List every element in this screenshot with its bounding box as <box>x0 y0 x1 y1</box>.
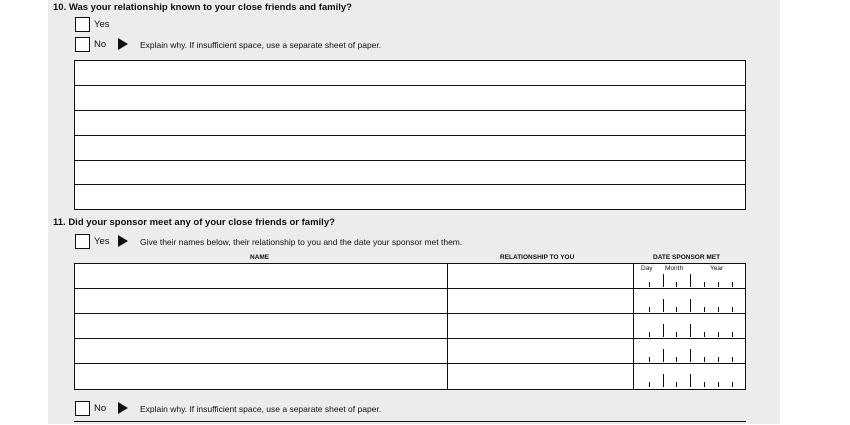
date-separator-tick <box>690 374 691 387</box>
date-separator-tick <box>663 274 664 287</box>
date-separator-tick <box>663 299 664 312</box>
date-digit-tick <box>649 332 650 337</box>
date-digit-tick <box>649 357 650 362</box>
date-tick-marks <box>75 264 747 391</box>
q10-yes-checkbox[interactable] <box>75 17 90 32</box>
date-digit-tick <box>732 382 733 387</box>
q11-yes-label: Yes <box>94 236 110 247</box>
date-digit-tick <box>704 332 705 337</box>
explain-line[interactable] <box>75 61 745 86</box>
date-digit-tick <box>718 307 719 312</box>
date-separator-tick <box>663 374 664 387</box>
date-digit-tick <box>676 332 677 337</box>
date-digit-tick <box>718 357 719 362</box>
date-digit-tick <box>649 282 650 287</box>
date-separator-tick <box>690 324 691 337</box>
explain-line[interactable] <box>75 161 745 185</box>
date-digit-tick <box>676 307 677 312</box>
q11-contacts-table <box>74 263 746 390</box>
date-digit-tick <box>704 282 705 287</box>
date-digit-tick <box>649 307 650 312</box>
date-digit-tick <box>732 357 733 362</box>
date-separator-tick <box>690 299 691 312</box>
date-digit-tick <box>718 282 719 287</box>
date-digit-tick <box>704 357 705 362</box>
date-digit-tick <box>649 382 650 387</box>
explain-line[interactable] <box>75 86 745 111</box>
q11-yes-checkbox[interactable] <box>75 234 90 249</box>
date-month-label: Month <box>665 265 684 272</box>
date-year-label: Year <box>710 265 724 272</box>
q11-explain-box-top <box>74 421 746 425</box>
date-digit-tick <box>704 382 705 387</box>
q11-no-checkbox[interactable] <box>75 401 90 416</box>
date-digit-tick <box>676 282 677 287</box>
date-digit-tick <box>704 307 705 312</box>
date-separator-tick <box>690 349 691 362</box>
explain-line[interactable] <box>75 111 745 136</box>
date-digit-tick <box>718 382 719 387</box>
date-digit-tick <box>718 332 719 337</box>
col-header-relationship: RELATIONSHIP TO YOU <box>500 254 575 261</box>
date-separator-tick <box>690 274 691 287</box>
date-separator-tick <box>663 324 664 337</box>
date-day-label: Day <box>641 265 653 272</box>
col-header-date: DATE SPONSOR MET <box>653 254 721 261</box>
arrow-right-icon <box>118 235 128 247</box>
q10-no-checkbox[interactable] <box>75 37 90 52</box>
q10-explain-box[interactable] <box>74 60 746 210</box>
date-digit-tick <box>676 382 677 387</box>
arrow-right-icon <box>118 38 128 50</box>
explain-line[interactable] <box>75 136 745 161</box>
q10-no-label: No <box>94 39 107 50</box>
q11-no-instruction: Explain why. If insufficient space, use a separate sheet of paper. <box>140 404 382 414</box>
date-digit-tick <box>732 332 733 337</box>
q10-no-instruction: Explain why. If insufficient space, use a separate sheet of paper. <box>140 40 382 50</box>
date-digit-tick <box>732 307 733 312</box>
arrow-right-icon <box>118 402 128 414</box>
question-11-title: 11. Did your sponsor meet any of your close friends or family? <box>53 217 335 228</box>
q10-yes-label: Yes <box>94 19 110 30</box>
date-separator-tick <box>663 349 664 362</box>
q11-no-label: No <box>94 403 107 414</box>
q11-yes-instruction: Give their names below, their relationship to you and the date your sponsor met them. <box>140 237 463 247</box>
date-digit-tick <box>732 282 733 287</box>
question-10-title: 10. Was your relationship known to your close friends and family? <box>53 2 352 13</box>
date-digit-tick <box>676 357 677 362</box>
col-header-name: NAME <box>250 254 270 261</box>
